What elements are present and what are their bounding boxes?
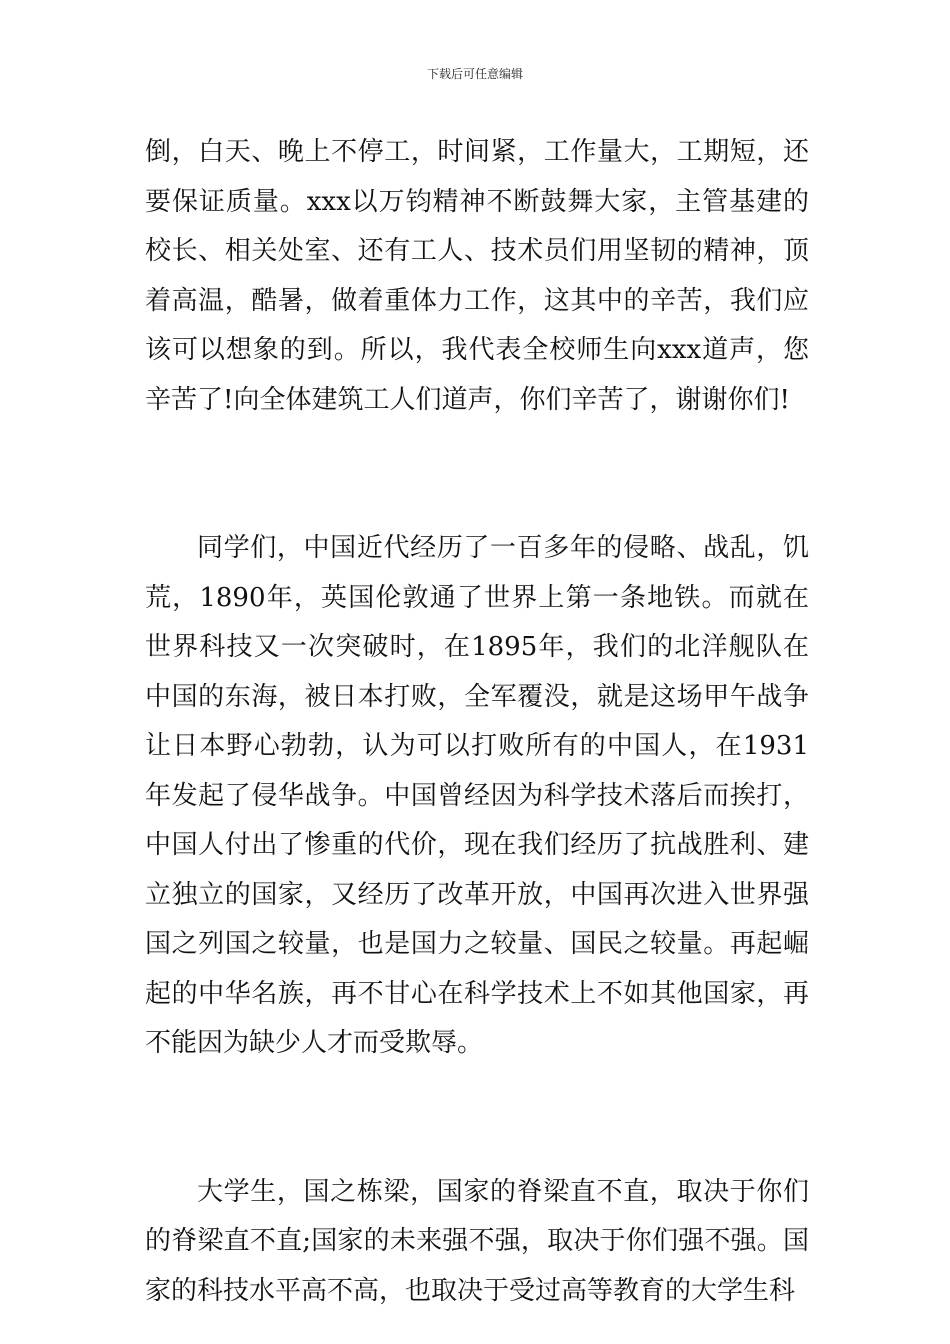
page-header: 下载后可任意编辑 — [426, 67, 523, 81]
paragraph-3: 大学生，国之栋梁，国家的脊梁直不直，取决于你们的脊梁直不直;国家的未来强不强，取决于你们强不强。国家的科技水平高不高，也取决于受过高等教育的大学生科 — [145, 1176, 809, 1306]
paragraph-1: 倒，白天、晚上不停工，时间紧，工作量大，工期短，还要保证质量。xxx以万钧精神不断鼓舞大家，主管基建的校长、相关处室、还有工人、技术员们用坚韧的精神，顶着高温，酷暑，做着重体力工作，这其中的辛苦，我们应该可以想象的到。所以，我代表全校师生向xxx道声，您辛苦了!向全体建筑工人们道声，你们辛苦了，谢谢你们! — [145, 137, 809, 415]
paragraph-2: 同学们，中国近代经历了一百多年的侵略、战乱，饥荒，1890年，英国伦敦通了世界上第一条地铁。而就在世界科技又一次突破时，在1895年，我们的北洋舰队在中国的东海，被日本打败，全军覆没，就是这场甲午战争让日本野心勃勃，认为可以打败所有的中国人，在1931年发起了侵华战争。中国曾经因为科学技术落后而挨打，中国人付出了惨重的代价，现在我们经历了抗战胜利、建立独立的国家，又经历了改革开放，中国再次进入世界强国之列国之较量，也是国力之较量、国民之较量。再起崛起的中华名族，再不甘心在科学技术上不如其他国家，再不能因为缺少人才而受欺辱。 — [145, 533, 809, 1058]
document-body — [145, 128, 809, 1316]
